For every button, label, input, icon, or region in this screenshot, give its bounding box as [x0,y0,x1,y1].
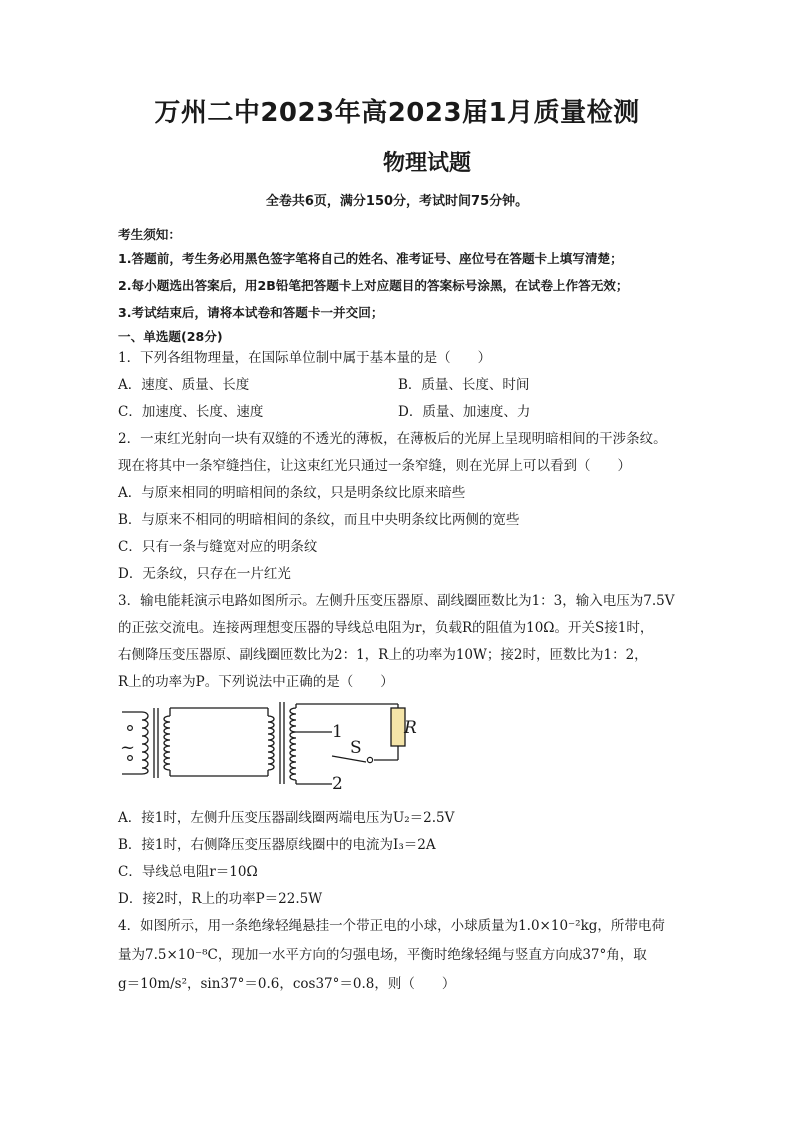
q3-option-d: D．接2时，R上的功率P＝22.5W [118,891,323,907]
q1-option-a: A．速度、质量、长度 [118,377,250,393]
question-1-stem: 1．下列各组物理量，在国际单位制中属于基本量的是（ ） [118,350,492,366]
question-3-stem: 3．输电能耗演示电路如图所示。左侧升压变压器原、副线圈匝数比为1：3，输入电压为7.5V [118,593,675,609]
notice-heading: 考生须知： [118,227,181,242]
exam-title: 万州二中2023年高2023届1月质量检测 [154,98,640,128]
q2-option-d: D．无条纹，只存在一片红光 [118,566,291,582]
terminal-1-label: 1 [332,722,343,742]
q2-option-a: A．与原来相同的明暗相间的条纹，只是明条纹比原来暗些 [118,485,466,501]
question-3-stem: 的正弦交流电。连接两理想变压器的导线总电阻为r，负载R的阻值为10Ω。开关S接1时， [118,620,654,636]
q2-option-c: C．只有一条与缝宽对应的明条纹 [118,539,318,555]
resistor-r [391,708,405,746]
question-2-stem: 2．一束红光射向一块有双缝的不透光的薄板，在薄板后的光屏上呈现明暗相间的干涉条纹。 [118,431,667,447]
notice-item: 2.每小题选出答案后，用2B铅笔把答题卡上对应题目的答案标号涂黑，在试卷上作答无效； [118,278,629,293]
section-title: 一、单选题(28分) [118,329,223,344]
terminal-2-label: 2 [332,774,343,794]
q3-option-c: C．导线总电阻r＝10Ω [118,864,258,880]
subject-title: 物理试题 [382,151,471,176]
question-3-stem: 右侧降压变压器原、副线圈匝数比为2：1，R上的功率为10W；接2时，匝数比为1：2， [118,647,648,663]
question-4-stem: 4．如图所示，用一条绝缘轻绳悬挂一个带正电的小球，小球质量为1.0×10⁻²kg，所带电荷 [118,918,665,934]
q1-option-b: B．质量、长度、时间 [398,377,530,393]
q1-option-c: C．加速度、长度、速度 [118,404,264,420]
ac-source-symbol: ~ [120,737,136,758]
q1-option-d: D．质量、加速度、力 [398,404,531,420]
switch-label: S [350,738,362,758]
resistor-label: R [404,718,417,738]
question-4-stem: 量为7.5×10⁻⁸C，现加一水平方向的匀强电场，平衡时绝缘轻绳与竖直方向成37°角，取 [118,947,647,963]
question-4-stem: g＝10m/s²，sin37°＝0.6，cos37°＝0.8，则（ ） [118,976,456,992]
transformer-circuit-diagram [118,696,418,796]
q3-option-b: B．接1时，右侧降压变压器原线圈中的电流为I₃＝2A [118,837,436,853]
q2-option-b: B．与原来不相同的明暗相间的条纹，而且中央明条纹比两侧的宽些 [118,512,520,528]
exam-meta: 全卷共6页，满分150分，考试时间75分钟。 [265,194,529,209]
question-2-stem: 现在将其中一条窄缝挡住，让这束红光只通过一条窄缝，则在光屏上可以看到（ ） [118,458,631,474]
notice-item: 3.考试结束后，请将本试卷和答题卡一并交回； [118,305,384,320]
q3-option-a: A．接1时，左侧升压变压器副线圈两端电压为U₂＝2.5V [118,810,455,826]
notice-item: 1.答题前，考生务必用黑色签字笔将自己的姓名、准考证号、座位号在答题卡上填写清楚； [118,251,623,266]
question-3-stem: R上的功率为P。下列说法中正确的是（ ） [118,674,394,690]
